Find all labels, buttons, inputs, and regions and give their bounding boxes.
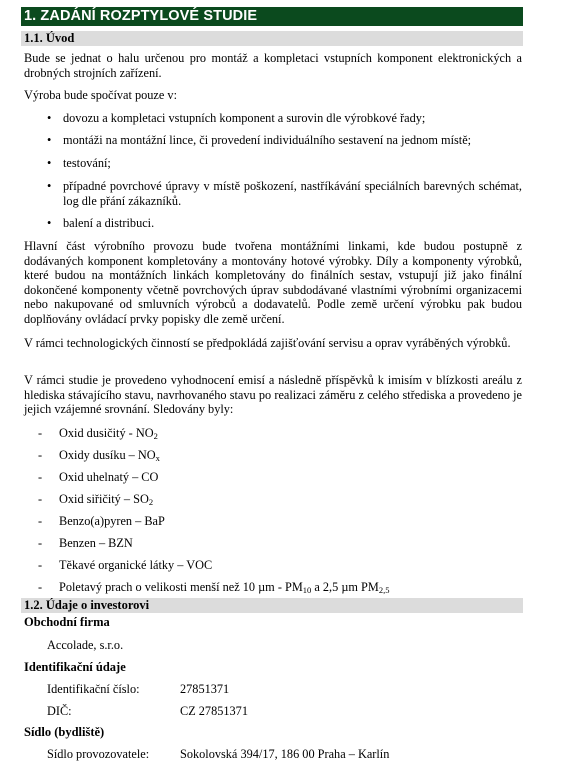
bullet-marker: •: [47, 216, 52, 230]
sidlo-label: Sídlo provozovatele:: [47, 747, 150, 761]
bullet-marker: •: [47, 133, 52, 147]
pollutant-item: Těkavé organické látky – VOC: [59, 558, 213, 572]
subheading-firma: Obchodní firma: [24, 615, 110, 629]
subheading-sidlo: Sídlo (bydliště): [24, 725, 105, 739]
section-heading-uvod: 1.1. Úvod: [21, 31, 523, 46]
chapter-heading: 1. ZADÁNÍ ROZPTYLOVÉ STUDIE: [21, 7, 523, 26]
dash-marker: -: [38, 470, 43, 484]
sidlo-value: Sokolovská 394/17, 186 00 Praha – Karlín: [180, 747, 390, 761]
bullet-item: montáži na montážní lince, či provedení individuálního sestavení na jednom místě;: [63, 133, 472, 147]
pollutant-item: Oxid uhelnatý – CO: [59, 470, 159, 484]
dash-marker: -: [38, 448, 43, 462]
dash-marker: -: [38, 536, 43, 550]
pollutant-item: Oxid siřičitý – $SO_2$: [59, 492, 154, 507]
paragraph-study: V rámci studie je provedeno vyhodnocení emisí a následně příspěvků k imisím v blízkosti areálu z hlediska stávajícího stavu, navrhovaného stavu po realizaci záměru z celého střediska a provedeno je jejich vzájemné srovnání. Sledovány byly:: [24, 373, 522, 416]
firma-value: Accolade, s.r.o.: [47, 638, 124, 652]
ic-value: 27851371: [180, 682, 230, 696]
pollutant-item: Poletavý prach o velikosti menší než 10 µm - $PM_{10}$ a 2,5 µm $PM_{2,5}$: [59, 580, 390, 595]
pollutant-item: Benzo(a)pyren – BaP: [59, 514, 165, 528]
bullet-item: balení a distribuci.: [63, 216, 155, 230]
paragraph-production: Výroba bude spočívat pouze v:: [24, 88, 177, 102]
paragraph-service: V rámci technologických činností se předpokládá zajišťování servisu a oprav vyráběných výrobků.: [24, 336, 511, 350]
dash-marker: -: [38, 558, 43, 572]
dic-value: CZ 27851371: [180, 704, 248, 718]
bullet-marker: •: [47, 111, 52, 125]
dash-marker: -: [38, 426, 43, 440]
bullet-item: dovozu a kompletaci vstupních komponent a surovin dle výrobkové řady;: [63, 111, 426, 125]
dic-label: DIČ:: [47, 704, 72, 718]
ic-label: Identifikační číslo:: [47, 682, 140, 696]
paragraph-main-production: Hlavní část výrobního provozu bude tvořena montážními linkami, kde budou postupně z dodávaných komponent kompletovány a montovány hotové výrobky. Díly a komponenty výrobků, které budou na montážních linkách kompletovány do finálních sestav, vstupují již jako finální dokončené komponenty včetně povrchových úprav subdodávané vlastními výrobními organizacemi nebo nakupované od smluvních výrobců a dodavatelů. Podle země určení výrobku pak budou doplňovány ovládací prvky popisky dle země určení.: [24, 239, 522, 326]
dash-marker: -: [38, 580, 43, 594]
pollutant-item: Oxidy dusíku – $NO_x$: [59, 448, 160, 463]
paragraph-intro: Bude se jednat o halu určenou pro montáž a kompletaci vstupních komponent elektronických a drobných strojních zařízení.: [24, 51, 522, 80]
bullet-marker: •: [47, 179, 52, 193]
dash-marker: -: [38, 514, 43, 528]
pollutant-item: Oxid dusičitý - $NO_2$: [59, 426, 158, 441]
bullet-item: testování;: [63, 156, 111, 170]
pollutant-item: Benzen – BZN: [59, 536, 133, 550]
section-heading-investor: 1.2. Údaje o investorovi: [21, 598, 523, 613]
bullet-item: případné povrchové úpravy v místě poškození, nastříkávání speciálních barevných schémat, log dle přání zákazníků.: [63, 179, 522, 208]
subheading-ident: Identifikační údaje: [24, 660, 126, 674]
bullet-marker: •: [47, 156, 52, 170]
dash-marker: -: [38, 492, 43, 506]
